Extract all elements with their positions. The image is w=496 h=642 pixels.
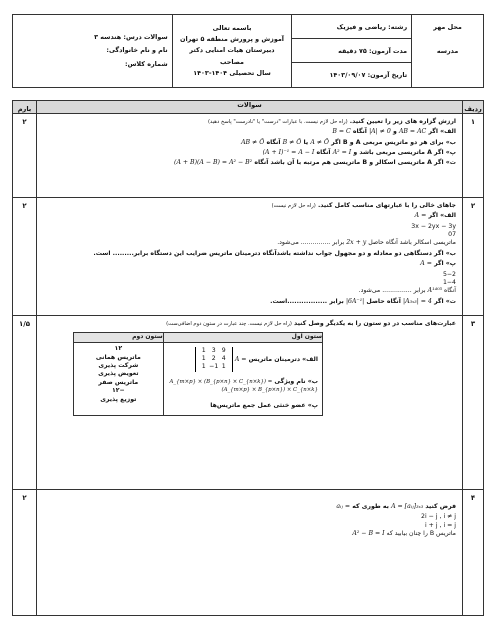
header-field-cell	[292, 15, 412, 88]
question-2-score: ۲	[13, 198, 37, 316]
question-2-part-d: ت» اگر |A₃ₓ₃| = 4 آنگاه حاصل |6A⁻¹| برابر .................است.	[270, 297, 456, 305]
column-2-item: تعویض پذیری	[98, 370, 139, 378]
question-2-part-c: پ» اگر A =	[420, 260, 456, 268]
column-2-item: شرکت پذیری	[98, 362, 139, 370]
matching-table	[73, 332, 323, 415]
question-2-number: ۲	[463, 198, 484, 316]
question-row-2	[13, 198, 484, 316]
question-4-body: فرض کنید A = [aᵢⱼ]₃ₓ₃ به طوری که aᵢⱼ = 2i − j , i ≠ j i + j , i = j ماتریس B را چنان بیابید که A² − B = I	[37, 490, 463, 616]
school-year: سال تحصیلی ۱۴۰۴-۱۴۰۳	[193, 68, 271, 77]
question-3-score: ۱/۵	[13, 316, 37, 490]
question-1-part-d: ت» اگر A ماتریسی اسکالر و B ماتریسی هم مرتبه با آن باشد آنگاه (A + B)(A − B) = A² − B²	[174, 159, 456, 167]
column-2-item: ۱۲	[114, 345, 123, 353]
question-3-number: ۳	[463, 316, 484, 490]
questions-header: سوالات	[37, 101, 463, 114]
column-1-header: ستون اول	[163, 333, 322, 343]
question-1-note: (راه حل لازم نیست. با عبارات "درست" یا "نادرست" پاسخ دهید)	[207, 119, 348, 125]
question-2-body: جاهای خالی را با عبارتهای مناسب کامل کنید. (راه حل لازم نیست) الف» اگر A = 3x − 2yx − 3y 07 ماتریسی اسکالر باشد آنگاه حاصل 2x + y برابر ............... می‌شود. ب» اگر دستگاهی دو معادله و دو مجهول جواب نداشته باشدآنگاه دترمینان ماتریس ضرایب این دستگاه برابر......... است. پ» اگر A = 5−2 1−4 آنگاه A¹⁴⁰³ برابر ............... می‌شود. ت» اگر |A₃ₓ₃| = 4 آنگاه حاصل |6A⁻¹| برابر .................است.	[37, 198, 463, 316]
question-1-part-c: پ» اگر A ماتریسی مربعی باشد و A² = I آنگاه (A + I)⁻¹ = A − I	[262, 149, 456, 157]
table-head-row	[13, 101, 484, 114]
seal-label: محل مهر	[433, 23, 462, 31]
exam-page	[12, 14, 484, 630]
score-header: بارم	[13, 101, 37, 114]
column-2-item: −۱۲	[111, 387, 125, 395]
question-1-part-b: ب» برای هر دو ماتریس مربعی A و B اگر A ≠ Ō یا B ≠ Ō آنگاه AB ≠ Ō	[241, 138, 456, 146]
column-2-items	[74, 343, 164, 415]
bismillah: باسمه تعالی	[212, 23, 252, 32]
question-1-part-a: الف» اگر AB = AC و |A| ≠ 0 آنگاه B = C	[332, 128, 456, 136]
question-3-title: عبارت‌های مناسب در دو ستون را به یکدیگر وصل کنید	[294, 320, 456, 327]
column-1-item-b: ب» نام ویژگی A_{m×p} × (B_{p×n} × C_{n×k}) = (A_{m×p} × B_{p×n}) × C_{n×k}	[169, 377, 318, 393]
question-2-note: (راه حل لازم نیست)	[271, 203, 316, 209]
question-4-text: فرض کنید A = [aᵢⱼ]₃ₓ₃ به طوری که aᵢⱼ =	[336, 503, 456, 510]
header-center-cell	[172, 15, 292, 88]
course-title: سوالات درس: هندسه ۳	[94, 33, 168, 42]
question-1-score: ۲	[13, 114, 37, 198]
question-2-title: جاهای خالی را با عبارتهای مناسب کامل کنید.	[317, 202, 456, 209]
question-2-part-a: الف» اگر A =	[414, 212, 456, 220]
district-name: آموزش و پرورش منطقه ۵ تهران	[179, 35, 284, 44]
seal-value: مدرسه	[436, 47, 459, 55]
question-2-part-b: ب» اگر دستگاهی دو معادله و دو مجهول جواب نداشته باشدآنگاه دترمینان ماتریس ضرایب این دستگاه برابر......... است.	[93, 249, 456, 257]
questions-table	[12, 100, 484, 616]
field-of-study: رشته: ریاضی و فیزیک	[292, 15, 411, 39]
header-right-cell	[13, 15, 173, 88]
column-2-item: ماتریس صفر	[98, 378, 139, 386]
column-2-item: توزیع پذیری	[100, 395, 137, 403]
column-2-item: ماتریس همانی	[95, 353, 141, 361]
class-number-field: شماره کلاس:	[125, 59, 168, 68]
row-number-header: ردیف	[463, 101, 484, 114]
question-row-3	[13, 316, 484, 490]
question-1-body	[37, 114, 463, 198]
question-4-number: ۴	[463, 490, 484, 616]
question-3-note: (راه حل لازم نیست. چند عبارت در ستون دوم اضافی‌ست)	[166, 321, 292, 327]
student-name-field: نام و نام خانوادگی:	[106, 46, 168, 55]
question-3-body	[37, 316, 463, 490]
column-2-header: ستون دوم	[74, 333, 164, 343]
question-1-title: ارزش گزاره های زیر را تعیین کنید.	[349, 118, 456, 125]
seal-cell	[412, 15, 484, 88]
column-1-items	[163, 343, 322, 415]
column-1-item-a: الف» دترمینان ماتریس A = 1 3 9 1 2 4 1 −1 1	[168, 347, 318, 371]
question-row-4	[13, 490, 484, 616]
question-4-score: ۲	[13, 490, 37, 616]
exam-header	[12, 14, 484, 88]
question-row-1	[13, 114, 484, 198]
question-1-number: ۱	[463, 114, 484, 198]
column-1-item-c: پ» عضو خنثی عمل جمع ماتریس‌ها	[210, 402, 318, 410]
exam-duration: مدت آزمون: ۷۵ دقیقه	[292, 39, 411, 63]
exam-date: تاریخ آزمون: ۱۴۰۳/۰۹/۰۷	[329, 71, 408, 79]
determinant-matrix: 1 3 9 1 2 4 1 −1 1	[195, 347, 233, 371]
school-name: دبیرستان هیات امنایی دکتر مصاحب	[189, 46, 275, 66]
